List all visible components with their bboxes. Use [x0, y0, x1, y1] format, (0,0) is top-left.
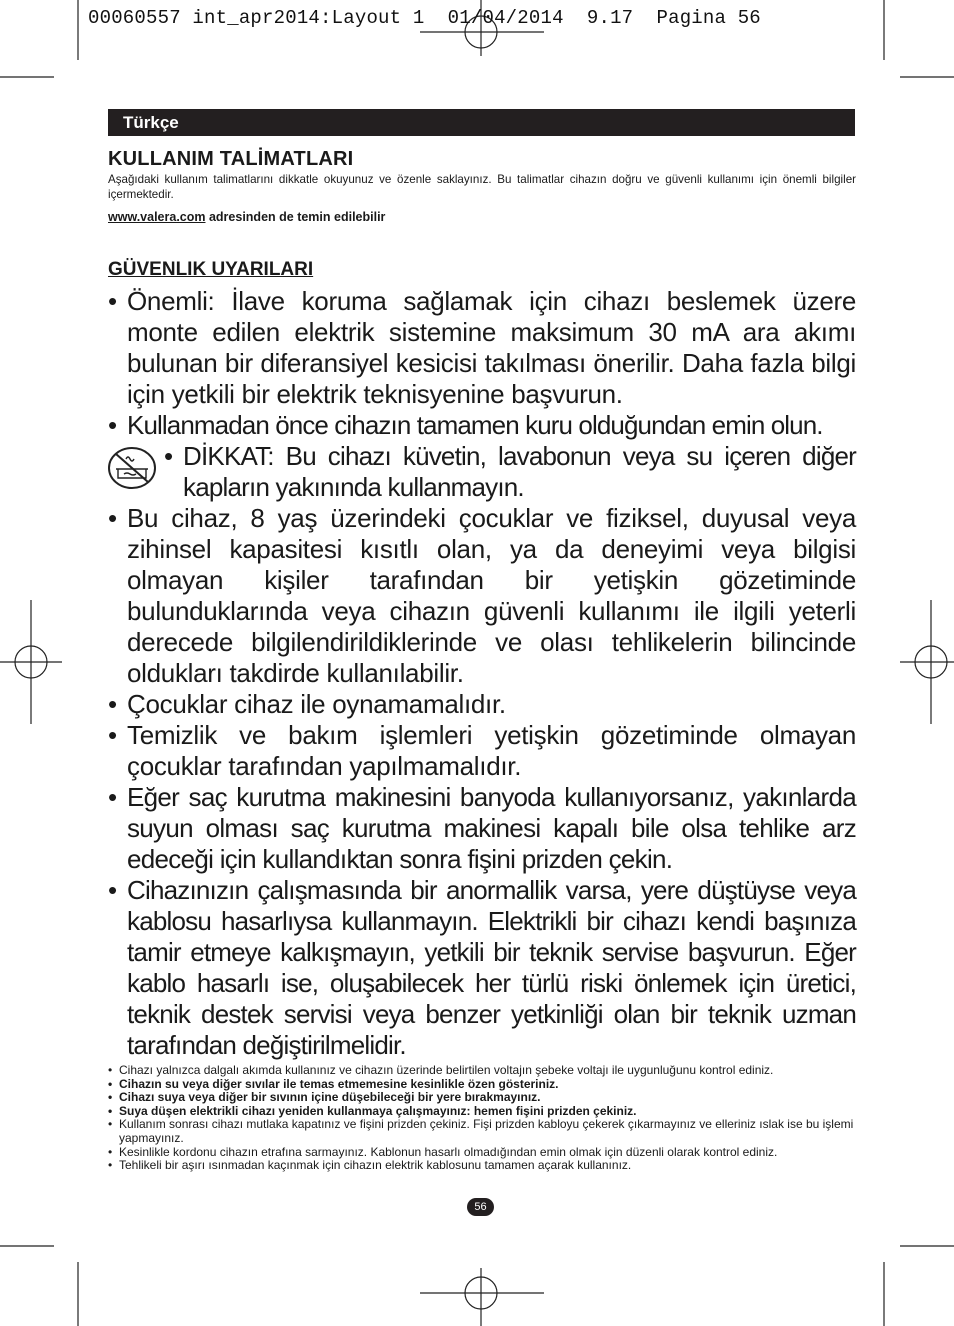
website-suffix: adresinden de temin edilebilir: [205, 210, 386, 224]
bullet: •: [108, 286, 117, 316]
bullet: •: [108, 1063, 113, 1077]
bullet: •: [108, 1103, 113, 1118]
list-item: [108, 782, 856, 875]
page-number: 56: [467, 1198, 494, 1216]
bullet-text: Kesinlikle kordonu cihazın etrafına sarmayınız. Kablonun hasarlı olmadığından emin olmak için düzenli olarak kontrol ediniz.: [119, 1144, 778, 1159]
registration-mark-bottom: [420, 1268, 544, 1326]
bullet: •: [108, 689, 117, 719]
intro-text: Aşağıdaki kullanım talimatlarını dikkatle okuyunuz ve özenle saklayınız. Bu talimatlar cihazın doğru ve güvenli kullanımı için önemli bilgiler içermektedir.: [108, 173, 856, 201]
registration-mark-right: [900, 600, 954, 724]
language-header: Türkçe: [108, 109, 855, 136]
bullet-text: Önemli: İlave koruma sağlamak için cihazı beslemek üzere monte edilen elektrik sistemine maksimum 30 mA ara akımı bulunan bir diferansiyel kesicisi takılması önerilir. Daha fazla bilgi için yetkili bir elektrik teknisyenine başvurun.: [127, 286, 856, 409]
bullet-text: Suya düşen elektrikli cihazı yeniden kullanmaya çalışmayınız: hemen fişini prizden çekiniz.: [119, 1103, 637, 1118]
bullet-text: Cihazın su veya diğer sıvılar ile temas etmemesine kesinlikle özen gösteriniz.: [119, 1076, 559, 1091]
bullet-text: Kullanmadan önce cihazın tamamen kuru olduğundan emin olun.: [127, 410, 823, 440]
bullet: •: [108, 720, 117, 750]
main-bullet-list-1: [108, 286, 856, 441]
list-item: [164, 441, 856, 503]
bullet: •: [164, 441, 173, 471]
bullet-text: Eğer saç kurutma makinesini banyoda kullanıyorsanız, yakınlarda suyun olması saç kurutma makinesi kapalı bile olsa tehlike arz edeceği için kullandıktan sonra fişini prizden çekin.: [127, 782, 856, 874]
list-item: [108, 875, 856, 1061]
bullet: •: [108, 1158, 113, 1173]
bullet: •: [108, 1144, 113, 1159]
list-item: [108, 1118, 856, 1145]
list-item: [108, 286, 856, 410]
bullet-text: Cihazı suya veya diğer bir sıvının içine düşebileceği bir yere bırakmayınız.: [119, 1090, 541, 1105]
bullet-text: Tehlikeli bir aşırı ısınmadan kaçınmak için cihazın elektrik kablosunu tamamen açarak kullanınız.: [119, 1158, 632, 1173]
list-item: [108, 1105, 856, 1119]
bullet: •: [108, 1090, 113, 1105]
main-bullet-list-2: [108, 503, 856, 1061]
website-link[interactable]: www.valera.com: [108, 210, 206, 224]
no-water-bath-icon: [106, 445, 158, 491]
bullet-text: Cihazı yalnızca dalgalı akımda kullanınız ve cihazın üzerinde belirtilen voltajın şebeke voltajı ile uygunluğunu kontrol ediniz.: [119, 1063, 774, 1077]
list-item: [108, 1146, 856, 1160]
bullet-text: Bu cihaz, 8 yaş üzerindeki çocuklar ve fiziksel, duyusal veya zihinsel kapasitesi kısıtlı olan, ya da deneyimi veya bilgisi olmayan kişiler tarafından bir yetişkin gözetiminde bulunduklarında veya cihazın güvenli kullanımı ile ilgili yeterli derecede bilgilendirildiklerinde ve olası tehlikelerin bilincinde oldukları takdirde kullanılabilir.: [127, 503, 856, 688]
section-title: GÜVENLIK UYARILARI: [108, 259, 314, 280]
print-slug: 00060557 int_apr2014:Layout 1 01/04/2014 9.17 Pagina 56: [88, 7, 761, 29]
list-item: [108, 1159, 856, 1173]
bullet: •: [108, 1076, 113, 1091]
page-title: KULLANIM TALİMATLARI: [108, 148, 354, 170]
list-item: [108, 1064, 856, 1078]
list-item: [108, 503, 856, 689]
bullet-text: Çocuklar cihaz ile oynamamalıdır.: [127, 689, 506, 719]
bullet: •: [108, 503, 117, 533]
warning-bullet: [164, 441, 856, 503]
bullet: •: [108, 875, 117, 905]
bullet-text: Temizlik ve bakım işlemleri yetişkin gözetiminde olmayan çocuklar tarafından yapılmamalıdır.: [127, 720, 856, 781]
bullet-text: Kullanım sonrası cihazı mutlaka kapatınız ve fişini prizden çekiniz. Fişi prizden kabloyu çekerek çıkarmayınız ve elleriniz ıslak ise bu işlemi yapmayınız.: [119, 1117, 854, 1145]
small-bullet-list: [108, 1064, 856, 1173]
bullet: •: [108, 1117, 113, 1132]
bullet-text: Cihazınızın çalışmasında bir anormallik varsa, yere düştüyse veya kablosu hasarlıysa kullanmayın. Elektrikli bir cihazı kendi başınıza tamir etmeye kalkışmayın, yetkili bir teknik servise başvurun. Eğer kablo hasarlı ise, oluşabilecek her türlü riski önlemek için üretici, teknik destek servisi veya benzer yetkinliği olan bir teknik uzman tarafından değiştirilmelidir.: [127, 875, 856, 1060]
website-line: [108, 210, 385, 224]
list-item: [108, 410, 856, 441]
list-item: [108, 1091, 856, 1105]
list-item: [108, 1078, 856, 1092]
registration-mark-left: [0, 600, 62, 724]
list-item: [108, 689, 856, 720]
bullet-text: DİKKAT: Bu cihazı küvetin, lavabonun veya su içeren diğer kapların yakınında kullanmayın.: [183, 441, 856, 502]
list-item: [108, 720, 856, 782]
bullet: •: [108, 782, 117, 812]
bullet: •: [108, 410, 117, 440]
